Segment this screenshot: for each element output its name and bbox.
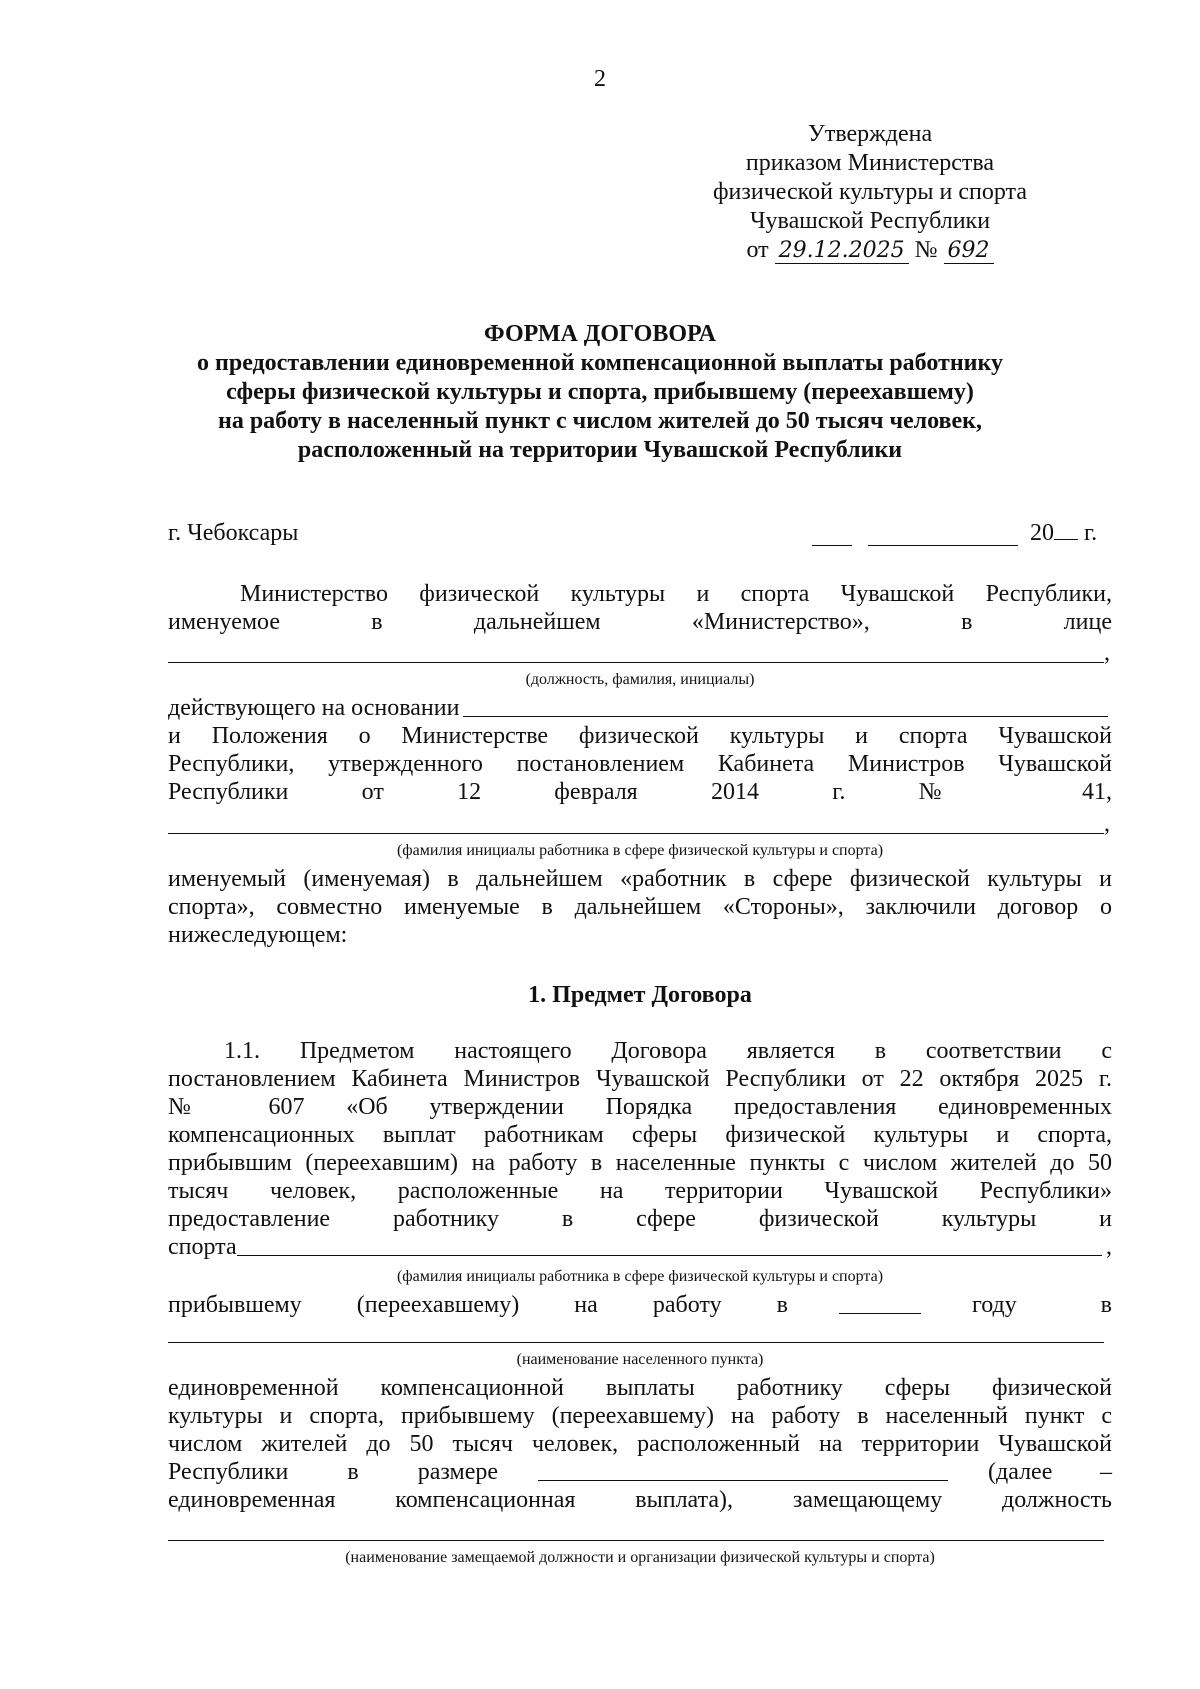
intro-line-6: Республики от 12 февраля 2014 г. № 41, xyxy=(168,779,1112,805)
employee-blank xyxy=(237,1254,1102,1256)
section-line-6: тысяч человек, расположенные на территории Чувашской Республики» xyxy=(168,1178,1112,1204)
section-line-3: № 607 «Об утверждении Порядка предоставления единовременных xyxy=(168,1094,1112,1120)
section-line-13b: (далее – xyxy=(988,1459,1112,1485)
section-line-11: культуры и спорта, прибывшему (переехавшему) на работу в населенный пункт с xyxy=(168,1403,1112,1429)
section-line-9b: году в xyxy=(972,1292,1112,1318)
amount-blank xyxy=(538,1480,948,1481)
year-suffix: г. xyxy=(1084,520,1098,546)
settlement-blank xyxy=(168,1342,1104,1343)
caption-position: (наименование замещаемой должности и организации физической культуры и спорта) xyxy=(345,1549,935,1566)
position-blank xyxy=(168,1540,1104,1541)
sport-line xyxy=(168,1234,1112,1262)
caption-settlement: (наименование населенного пункта) xyxy=(516,1351,764,1368)
handwritten-number: 692 xyxy=(944,238,994,264)
intro-line-3: действующего на основании xyxy=(168,695,460,721)
month-blank xyxy=(868,545,1018,546)
day-blank xyxy=(812,545,852,546)
amount-line xyxy=(168,1459,1112,1487)
caption-position-name: (должность, фамилия, инициалы) xyxy=(525,671,755,688)
approval-line-1: Утверждена xyxy=(807,121,933,147)
intro-line-9: нижеследующем: xyxy=(168,922,348,948)
intro-line-5: Республики, утвержденного постановлением Кабинета Министров Чувашской xyxy=(168,751,1112,777)
arrival-line xyxy=(168,1292,1112,1320)
employee-name-blank xyxy=(168,833,1104,834)
page-number: 2 xyxy=(594,66,606,92)
section-line-8: спорта xyxy=(168,1234,237,1260)
comma-2: , xyxy=(1104,811,1110,837)
basis-blank xyxy=(463,715,1108,717)
comma-3: , xyxy=(1106,1234,1112,1260)
from-label: от xyxy=(746,237,769,263)
caption-employee: (фамилия инициалы работника в сфере физической культуры и спорта) xyxy=(396,1268,884,1285)
year-field xyxy=(1030,520,1097,548)
title-line-2: о предоставлении единовременной компенсационной выплаты работнику xyxy=(197,350,1003,376)
section-line-7: предоставление работнику в сфере физической культуры и xyxy=(168,1206,1112,1232)
section-line-9a: прибывшему (переехавшему) на работу в xyxy=(168,1292,788,1318)
title-line-1: ФОРМА ДОГОВОРА xyxy=(484,321,716,347)
section-line-13a: Республики в размере xyxy=(168,1459,498,1485)
intro-line-1: Министерство физической культуры и спорта Чувашской Республики, xyxy=(240,581,1112,607)
section-line-14: единовременная компенсационная выплата), замещающему должность xyxy=(168,1487,1112,1513)
section-line-5: прибывшим (переехавшим) на работу в населенные пункты с числом жителей до 50 xyxy=(168,1150,1112,1176)
city: г. Чебоксары xyxy=(168,520,299,546)
section-line-12: числом жителей до 50 тысяч человек, расположенный на территории Чувашской xyxy=(168,1431,1112,1457)
year-prefix: 20 xyxy=(1030,520,1054,546)
approval-line-2: приказом Министерства xyxy=(745,150,995,176)
section-line-10: единовременной компенсационной выплаты работнику сферы физической xyxy=(168,1375,1112,1401)
year-blank xyxy=(1054,539,1078,540)
section-heading: 1. Предмет Договора xyxy=(528,982,752,1008)
approval-stamp xyxy=(690,120,1050,265)
section-line-4: компенсационных выплат работникам сферы физической культуры и спорта, xyxy=(168,1122,1112,1148)
title-line-4: на работу в населенный пункт с числом жителей до 50 тысяч человек, xyxy=(218,408,982,434)
approval-line-3: физической культуры и спорта xyxy=(712,179,1027,205)
intro-line-7: именуемый (именуемая) в дальнейшем «работник в сфере физической культуры и xyxy=(168,866,1112,892)
document-title xyxy=(150,320,1050,465)
intro-line-8: спорта», совместно именуемые в дальнейшем «Стороны», заключили договор о xyxy=(168,894,1112,920)
handwritten-date: 29.12.2025 xyxy=(775,238,909,264)
number-label: № xyxy=(914,237,938,263)
section-line-1: 1.1. Предметом настоящего Договора является в соответствии с xyxy=(224,1038,1112,1064)
year-arrival-blank xyxy=(839,1313,921,1314)
caption-employee-name: (фамилия инициалы работника в сфере физической культуры и спорта) xyxy=(396,842,884,859)
intro-line-4: и Положения о Министерстве физической культуры и спорта Чувашской xyxy=(168,723,1112,749)
title-line-3: сферы физической культуры и спорта, прибывшему (переехавшему) xyxy=(226,379,974,405)
approval-line-4: Чувашской Республики xyxy=(749,208,991,234)
signatory-blank xyxy=(168,662,1104,663)
title-line-5: расположенный на территории Чувашской Республики xyxy=(297,437,903,463)
basis-line xyxy=(168,695,1112,723)
approval-date-line xyxy=(690,236,1050,265)
comma-1: , xyxy=(1104,640,1110,666)
section-line-2: постановлением Кабинета Министров Чувашской Республики от 22 октября 2025 г. xyxy=(168,1066,1112,1092)
intro-line-2: именуемое в дальнейшем «Министерство», в лице xyxy=(168,609,1112,635)
